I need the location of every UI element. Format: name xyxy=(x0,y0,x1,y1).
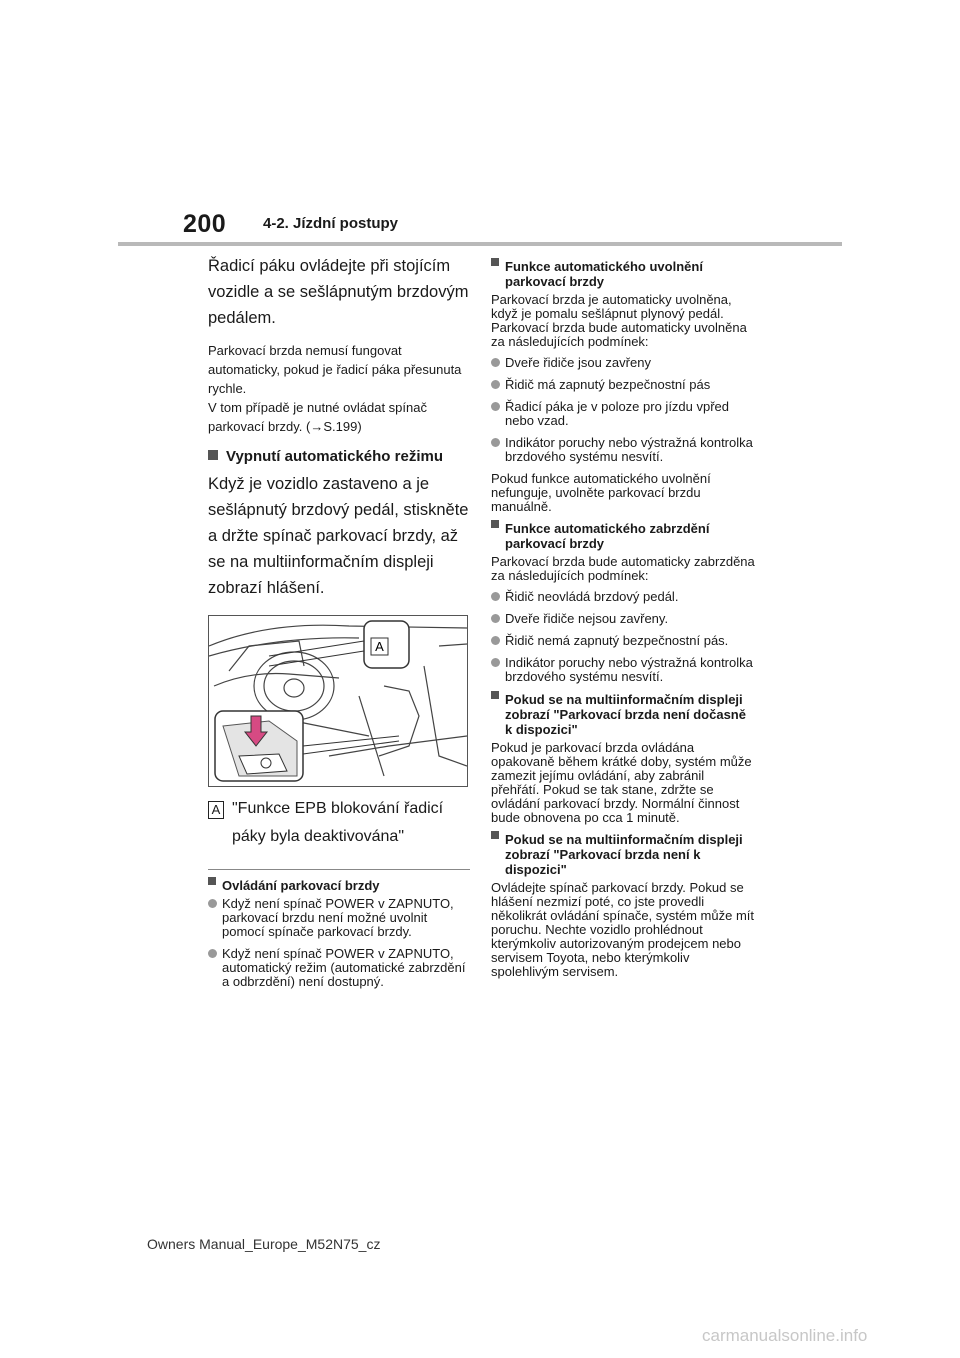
page-header xyxy=(0,0,960,250)
section-heading xyxy=(208,878,470,893)
section-heading xyxy=(491,692,756,737)
list-item-text: Řadicí páka je v poloze pro jízdu vpřed nebo vzad. xyxy=(505,399,730,428)
paragraph: Parkovací brzda bude automaticky zabrzděna za následujících podmínek: xyxy=(491,554,755,583)
section-title: 4-2. Jízdní postupy xyxy=(263,215,399,232)
list-item xyxy=(491,436,756,464)
section-heading-text: Pokud se na multiinformačním displeji zobrazí "Parkovací brzda není dočasně k dispozici" xyxy=(505,692,746,737)
bullet-dot-icon xyxy=(491,402,500,411)
list-item-text: Dveře řidiče jsou zavřeny xyxy=(505,355,651,370)
bullet-dot-icon xyxy=(491,658,500,667)
list-item-text: Řidič má zapnutý bezpečnostní pás xyxy=(505,377,711,392)
list-item-text: Indikátor poruchy nebo výstražná kontrolka brzdového systému nesvítí. xyxy=(505,655,753,684)
bullet-dot-icon xyxy=(208,899,217,908)
right-column xyxy=(491,255,756,986)
callout-text: "Funkce EPB blokování řadicí páky byla deaktivována" xyxy=(232,800,444,845)
square-bullet-icon xyxy=(491,831,499,839)
bullet-dot-icon xyxy=(491,636,500,645)
list-item xyxy=(491,590,756,604)
bullet-dot-icon xyxy=(208,949,217,958)
square-bullet-icon xyxy=(208,877,216,885)
list-item xyxy=(208,897,470,939)
lead-paragraph: Řadicí páku ovládejte při stojícím vozidle a se sešlápnutým brzdovým pedálem. xyxy=(208,257,469,327)
paragraph: Pokud funkce automatického uvolnění nefunguje, uvolněte parkovací brzdu manuálně. xyxy=(491,471,711,514)
page-number: 200 xyxy=(183,210,227,238)
note-paragraph xyxy=(208,341,470,436)
paragraph: Ovládejte spínač parkovací brzdy. Pokud se hlášení nezmizí poté, co jste provedli několikrát ovládání spínače, systém může mít poruchu. Nechte vozidlo prohlédnout kterýmkoliv autorizovaným prodejcem nebo servisem Toyota, nebo kterýmkoliv spolehlivým servisem. xyxy=(491,880,755,979)
body-paragraph: Když je vozidlo zastaveno a je sešlápnutý brzdový pedál, stiskněte a držte spínač parkovací brzdy, až se na multiinformačním displeji zobrazí hlášení. xyxy=(208,475,469,597)
callout-badge: A xyxy=(208,801,224,819)
list-item-text: Řidič neovládá brzdový pedál. xyxy=(505,589,679,604)
square-bullet-icon xyxy=(491,258,499,266)
section-heading xyxy=(491,521,756,551)
bullet-dot-icon xyxy=(491,614,500,623)
list-item xyxy=(491,612,756,626)
square-bullet-icon xyxy=(208,450,218,460)
list-item-text: Když není spínač POWER v ZAPNUTO, automatický režim (automatické zabrzdění a odbrzdění) není dostupný. xyxy=(222,946,466,989)
left-column xyxy=(208,253,470,997)
note-text: Parkovací brzda nemusí fungovat automaticky, pokud je řadicí páka přesunuta rychle. V tom případě je nutné ovládat spínač parkovací brzdy. (→S.199) xyxy=(208,343,462,434)
list-item-text: Dveře řidiče nejsou zavřeny. xyxy=(505,611,669,626)
section-separator xyxy=(208,869,470,870)
callout-a xyxy=(208,795,470,851)
dashboard-illustration xyxy=(208,615,468,787)
list-item xyxy=(491,656,756,684)
subheading xyxy=(208,448,470,465)
section-heading xyxy=(491,259,756,289)
list-item-text: Když není spínač POWER v ZAPNUTO, parkovací brzdu není možné uvolnit pomocí spínače parkovací brzdy. xyxy=(222,896,454,939)
section-heading-text: Pokud se na multiinformačním displeji zobrazí "Parkovací brzda není k dispozici" xyxy=(505,832,743,877)
list-item-text: Řidič nemá zapnutý bezpečnostní pás. xyxy=(505,633,729,648)
bullet-dot-icon xyxy=(491,358,500,367)
square-bullet-icon xyxy=(491,520,499,528)
header-rule xyxy=(118,242,842,246)
bullet-dot-icon xyxy=(491,592,500,601)
section-heading-text: Funkce automatického zabrzdění parkovací brzdy xyxy=(505,521,710,551)
bullet-dot-icon xyxy=(491,438,500,447)
list-item xyxy=(208,947,470,989)
paragraph: Parkovací brzda je automaticky uvolněna, když je pomalu sešlápnut plynový pedál. Parkovací brzda bude automaticky uvolněna za následujících podmínek: xyxy=(491,292,747,349)
section-heading-text: Funkce automatického uvolnění parkovací brzdy xyxy=(505,259,703,289)
subheading-text: Vypnutí automatického režimu xyxy=(226,448,443,465)
watermark: carmanualsonline.info xyxy=(702,1326,868,1345)
footer-manual-id: Owners Manual_Europe_M52N75_cz xyxy=(147,1236,381,1252)
figure-label-a: A xyxy=(375,639,384,654)
list-item xyxy=(491,400,756,428)
list-item xyxy=(491,378,756,392)
section-heading-text: Ovládání parkovací brzdy xyxy=(222,878,380,893)
list-item xyxy=(491,356,756,370)
bullet-dot-icon xyxy=(491,380,500,389)
list-item-text: Indikátor poruchy nebo výstražná kontrolka brzdového systému nesvítí. xyxy=(505,435,753,464)
paragraph: Pokud je parkovací brzda ovládána opakovaně během krátké doby, systém může zamezit jejímu ovládání, aby zabránil přehřátí. Pokud se tak stane, zdržte se ovládání parkovací brzdy. Normální činnost bude obnovena po cca 1 minutě. xyxy=(491,740,752,825)
section-heading xyxy=(491,832,756,877)
dashboard-drawing xyxy=(209,616,467,786)
list-item xyxy=(491,634,756,648)
square-bullet-icon xyxy=(491,691,499,699)
